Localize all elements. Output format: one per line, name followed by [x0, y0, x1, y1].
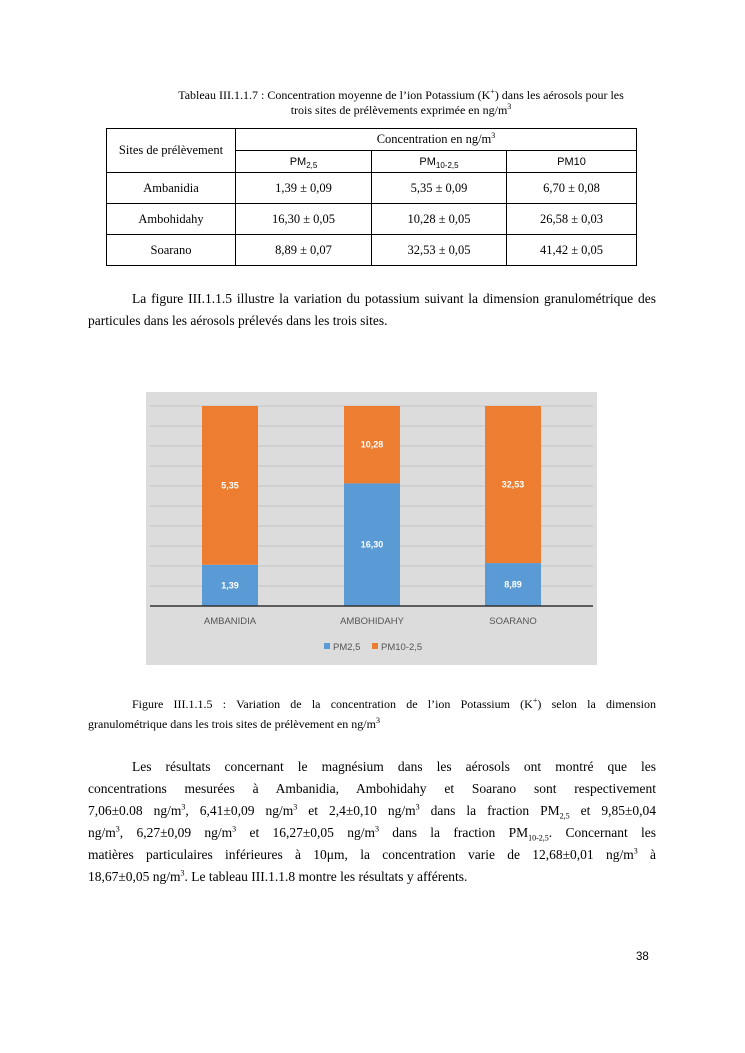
- cell-pm10: 26,58 ± 0,03: [507, 204, 637, 235]
- table-caption: [106, 88, 696, 118]
- bar-data-label: 8,89: [504, 579, 522, 590]
- header-pm10-25: $PM_{10-2,5}$: [372, 151, 507, 173]
- header-sites: Sites de prélèvement: [107, 129, 236, 173]
- chart-legend: [324, 642, 422, 653]
- legend-label-pm10-25: PM10-2,5: [381, 642, 423, 653]
- cell-pm10-25: 10,28 ± 0,05: [372, 204, 507, 235]
- table-caption-line2: trois sites de prélèvements exprimée en $ng/m^3$: [290, 102, 512, 117]
- table-row: [107, 173, 637, 204]
- figure-caption: [88, 694, 656, 734]
- p2-line4: $ng/m^3$, 6,27±0,09 $ng/m^3$ et 16,27±0,05 $ng/m^3$ dans la fraction $PM_{10-2,5}$. Concernant les: [88, 824, 656, 843]
- category-label: AMBANIDIA: [203, 616, 257, 627]
- p2-line5: matières particulaires inférieures à 10μm, la concentration varie de 12,68±0,01 $ng/m^3$ à: [88, 846, 656, 862]
- paragraph-2: [88, 756, 656, 888]
- header-pm10: PM10: [507, 151, 637, 173]
- figure-caption-line1: Figure III.1.1.5 : Variation de la concentration de l’ion Potassium (K+) selon la dimension: [132, 696, 657, 711]
- chart-category-labels: [204, 616, 537, 627]
- legend-label-pm25: PM2,5: [333, 642, 361, 653]
- cell-pm25: 1,39 ± 0,09: [236, 173, 372, 204]
- cell-pm10: 41,42 ± 0,05: [507, 235, 637, 266]
- p2-line2: concentrations mesurées à Ambanidia, Ambohidahy et Soarano sont respectivement: [88, 781, 656, 796]
- bar-data-label: 16,30: [360, 539, 384, 550]
- category-label: AMBOHIDAHY: [340, 616, 404, 627]
- cell-pm25: 8,89 ± 0,07: [236, 235, 372, 266]
- cell-pm25: 16,30 ± 0,05: [236, 204, 372, 235]
- chart-bars: [202, 406, 541, 606]
- cell-pm10-25: 5,35 ± 0,09: [372, 173, 507, 204]
- p2-line3: 7,06±0.08 $ng/m^3$, 6,41±0,09 $ng/m^3$ et 2,4±0,10 $ng/m^3$ dans la fraction $PM_{2,5}$ et 9,85±0,04: [88, 802, 657, 821]
- table-caption-line1: Tableau III.1.1.7 : Concentration moyenne de l’ion Potassium (K+) dans les aérosols pour les: [178, 87, 624, 102]
- legend-swatch-pm10-25: [372, 643, 378, 649]
- table-row: [107, 204, 637, 235]
- p2-line6: 18,67±0,05 $ng/m^3$. Le tableau III.1.1.8 montre les résultats y afférents.: [88, 868, 468, 884]
- cell-site: Soarano: [107, 235, 236, 266]
- potassium-table: [106, 128, 637, 266]
- page-number: 38: [636, 951, 649, 963]
- cell-site: Ambanidia: [107, 173, 236, 204]
- cell-pm10: 6,70 ± 0,08: [507, 173, 637, 204]
- bar-data-label: 32,53: [501, 479, 525, 490]
- figure-caption-line2: granulométrique dans les trois sites de prélèvement en $ng/m^3$: [88, 716, 380, 731]
- bar-data-label: 10,28: [360, 439, 384, 450]
- paragraph-1: La figure III.1.1.5 illustre la variation du potassium suivant la dimension granulométrique des particules dans les aérosols prélevés dans les trois sites.: [88, 291, 656, 328]
- header-concentration: Concentration en $ng/m^3$: [236, 129, 637, 151]
- table-row: [107, 235, 637, 266]
- chart-svg: [146, 392, 597, 665]
- p2-line1: Les résultats concernant le magnésium dans les aérosols ont montré que les: [132, 759, 656, 774]
- bar-data-label: 1,39: [221, 580, 239, 591]
- stacked-bar-chart: [146, 392, 597, 665]
- legend-swatch-pm25: [324, 643, 330, 649]
- cell-site: Ambohidahy: [107, 204, 236, 235]
- category-label: SOARANO: [489, 616, 537, 627]
- cell-pm10-25: 32,53 ± 0,05: [372, 235, 507, 266]
- bar-data-label: 5,35: [221, 480, 239, 491]
- header-pm25: $PM_{2,5}$: [236, 151, 372, 173]
